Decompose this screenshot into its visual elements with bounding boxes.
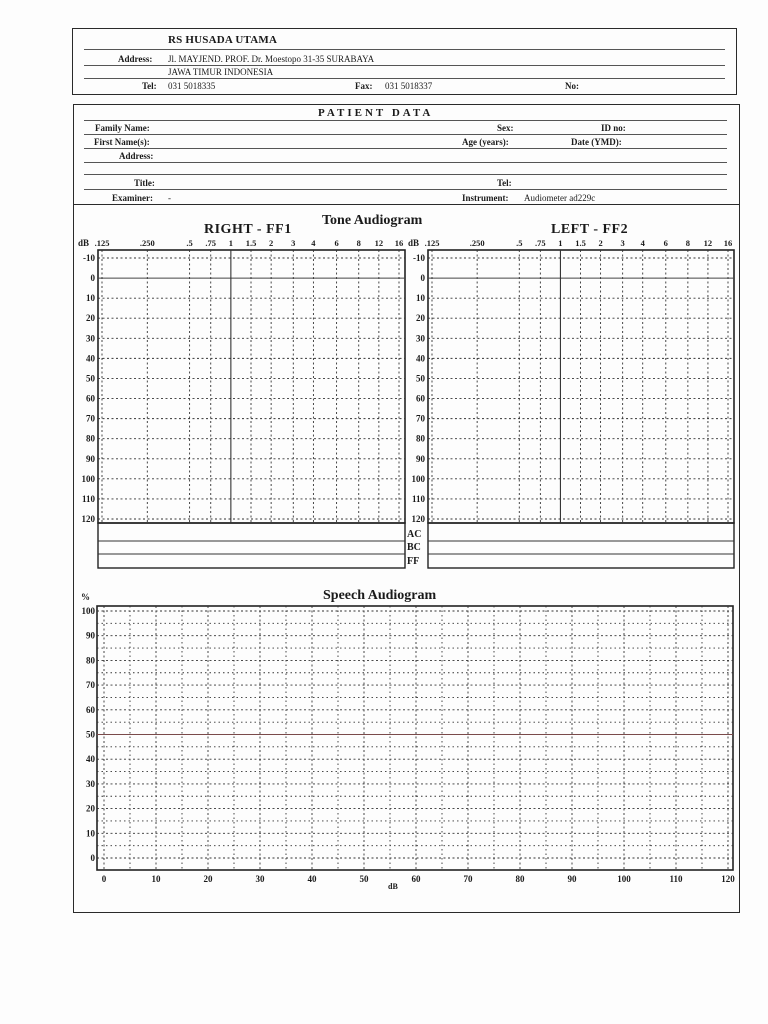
speech-db-tick-label: 50 (359, 874, 369, 884)
fax-label: Fax: (355, 81, 373, 91)
left-ac-bc-ff-box (428, 523, 734, 568)
patient-tel-label: Tel: (497, 178, 512, 188)
left-db-tick-label: 0 (420, 273, 425, 284)
left-db-tick-label: 100 (411, 473, 425, 484)
date-label: Date (YMD): (571, 137, 622, 147)
left-freq-tick-label: 6 (663, 238, 668, 248)
right-freq-tick-label: 16 (394, 238, 404, 248)
speech-db-tick-label: 20 (203, 874, 213, 884)
tone-audiogram-grids (0, 230, 768, 590)
right-freq-tick-label: .75 (205, 238, 217, 248)
examiner-label: Examiner: (112, 193, 153, 203)
speech-db-tick-label: 70 (463, 874, 473, 884)
right-freq-tick-label: 1 (228, 238, 233, 248)
hospital-name: RS HUSADA UTAMA (168, 34, 278, 46)
right-freq-tick-label: 1.5 (245, 238, 257, 248)
left-db-tick-label: 90 (416, 453, 425, 464)
speech-db-tick-label: 90 (567, 874, 577, 884)
left-freq-tick-label: 1 (558, 238, 563, 248)
left-freq-tick-label: 8 (685, 238, 690, 248)
patient-section-divider (73, 204, 740, 205)
right-freq-tick-label: 3 (291, 238, 296, 248)
speech-x-unit-label: dB (388, 882, 398, 891)
speech-audiogram-title: Speech Audiogram (323, 588, 437, 603)
left-db-tick-label: 80 (416, 433, 425, 444)
instrument-label: Instrument: (462, 193, 509, 203)
speech-percent-tick-label: 50 (86, 729, 95, 740)
right-db-tick-label: 10 (86, 293, 95, 304)
speech-percent-tick-label: 60 (86, 704, 95, 715)
right-freq-tick-label: 4 (311, 238, 316, 248)
patient-data-title: PATIENT DATA (318, 107, 434, 119)
left-db-tick-label: 40 (416, 353, 425, 364)
speech-percent-tick-label: 90 (86, 630, 95, 641)
instrument-value: Audiometer ad229c (524, 193, 596, 203)
patient-rule (84, 162, 727, 163)
right-db-tick-label: -10 (83, 253, 95, 263)
tel-value: 031 5018335 (168, 81, 216, 91)
right-freq-tick-label: 6 (334, 238, 339, 248)
speech-db-tick-label: 0 (101, 874, 107, 884)
right-freq-tick-label: .250 (139, 238, 155, 248)
patient-rule (84, 148, 727, 149)
speech-db-tick-label: 10 (151, 874, 161, 884)
speech-percent-tick-label: 70 (86, 680, 95, 691)
left-db-tick-label: 10 (416, 293, 425, 304)
right-db-tick-label: 20 (86, 313, 95, 324)
speech-db-tick-label: 60 (411, 874, 421, 884)
speech-percent-tick-label: 80 (86, 655, 95, 666)
right-db-tick-label: 100 (81, 473, 95, 484)
row-label-bc: BC (407, 542, 421, 553)
left-db-tick-label: 70 (416, 413, 425, 424)
right-db-tick-label: 0 (90, 273, 95, 284)
speech-percent-tick-label: 0 (90, 853, 95, 863)
left-freq-tick-label: 12 (703, 238, 713, 248)
examiner-value: - (168, 193, 171, 203)
left-freq-tick-label: 4 (640, 238, 645, 248)
speech-db-tick-label: 110 (669, 874, 683, 884)
address-line2: JAWA TIMUR INDONESIA (168, 67, 274, 77)
right-freq-tick-label: 2 (269, 238, 274, 248)
patient-rule (84, 134, 727, 135)
left-db-tick-label: 20 (416, 313, 425, 324)
left-freq-tick-label: 3 (620, 238, 625, 248)
right-freq-tick-label: 8 (356, 238, 361, 248)
left-db-tick-label: 60 (416, 393, 425, 404)
left-db-tick-label: 30 (416, 333, 425, 344)
left-db-tick-label: 120 (411, 514, 425, 524)
left-freq-tick-label: .125 (424, 238, 440, 248)
patient-address-label: Address: (119, 151, 154, 161)
right-ear-title: RIGHT - FF1 (204, 222, 292, 237)
tone-audiogram-title: Tone Audiogram (322, 213, 423, 228)
speech-percent-tick-label: 100 (81, 606, 95, 616)
right-ac-bc-ff-box (98, 523, 405, 568)
speech-percent-tick-label: 30 (86, 778, 95, 789)
first-names-label: First Name(s): (94, 137, 150, 147)
header-rule (84, 49, 725, 50)
right-freq-tick-label: 12 (374, 238, 384, 248)
family-name-label: Family Name: (95, 123, 150, 133)
patient-rule (84, 174, 727, 175)
left-freq-tick-label: .75 (535, 238, 546, 248)
left-db-unit-label: dB (408, 238, 420, 248)
age-label: Age (years): (462, 137, 509, 147)
right-freq-tick-label: .5 (186, 238, 193, 248)
right-db-tick-label: 30 (86, 333, 95, 344)
speech-db-tick-label: 120 (721, 874, 735, 884)
speech-plot-frame (97, 606, 733, 870)
right-db-unit-label: dB (78, 238, 90, 248)
patient-rule (84, 120, 727, 121)
row-label-ff: FF (407, 556, 420, 567)
right-db-tick-label: 60 (86, 393, 95, 404)
left-freq-tick-label: 2 (598, 238, 603, 248)
speech-percent-tick-label: 10 (86, 828, 95, 839)
speech-db-tick-label: 30 (255, 874, 265, 884)
speech-db-tick-label: 100 (617, 874, 631, 884)
left-ear-title: LEFT - FF2 (551, 222, 629, 237)
right-db-tick-label: 110 (81, 493, 95, 504)
speech-percent-tick-label: 40 (86, 754, 95, 765)
right-db-tick-label: 90 (86, 453, 95, 464)
right-db-tick-label: 120 (81, 514, 95, 524)
patient-rule (84, 189, 727, 190)
header-rule (84, 78, 725, 79)
left-freq-tick-label: 1.5 (575, 238, 586, 248)
address-label: Address: (118, 54, 153, 64)
right-db-tick-label: 70 (86, 413, 95, 424)
left-freq-tick-label: 16 (723, 238, 733, 248)
right-db-tick-label: 40 (86, 353, 95, 364)
left-db-tick-label: -10 (413, 253, 425, 263)
right-db-tick-label: 50 (86, 373, 95, 384)
left-db-tick-label: 110 (411, 493, 425, 504)
title-label: Title: (134, 178, 155, 188)
speech-db-tick-label: 40 (307, 874, 317, 884)
sex-label: Sex: (497, 123, 514, 133)
tel-label: Tel: (142, 81, 157, 91)
fax-value: 031 5018337 (385, 81, 433, 91)
header-rule (84, 65, 725, 66)
row-label-ac: AC (407, 529, 422, 540)
id-label: ID no: (601, 123, 626, 133)
no-label: No: (565, 81, 579, 91)
speech-db-tick-label: 80 (515, 874, 525, 884)
left-freq-tick-label: .5 (516, 238, 523, 248)
speech-y-unit-label: % (81, 592, 90, 602)
speech-percent-tick-label: 20 (86, 803, 95, 814)
right-db-tick-label: 80 (86, 433, 95, 444)
left-freq-tick-label: .250 (469, 238, 485, 248)
left-db-tick-label: 50 (416, 373, 425, 384)
speech-audiogram-chart (0, 590, 768, 900)
address-line1: Jl. MAYJEND. PROF. Dr. Moestopo 31-35 SURABAYA (168, 54, 375, 64)
right-freq-tick-label: .125 (94, 238, 110, 248)
